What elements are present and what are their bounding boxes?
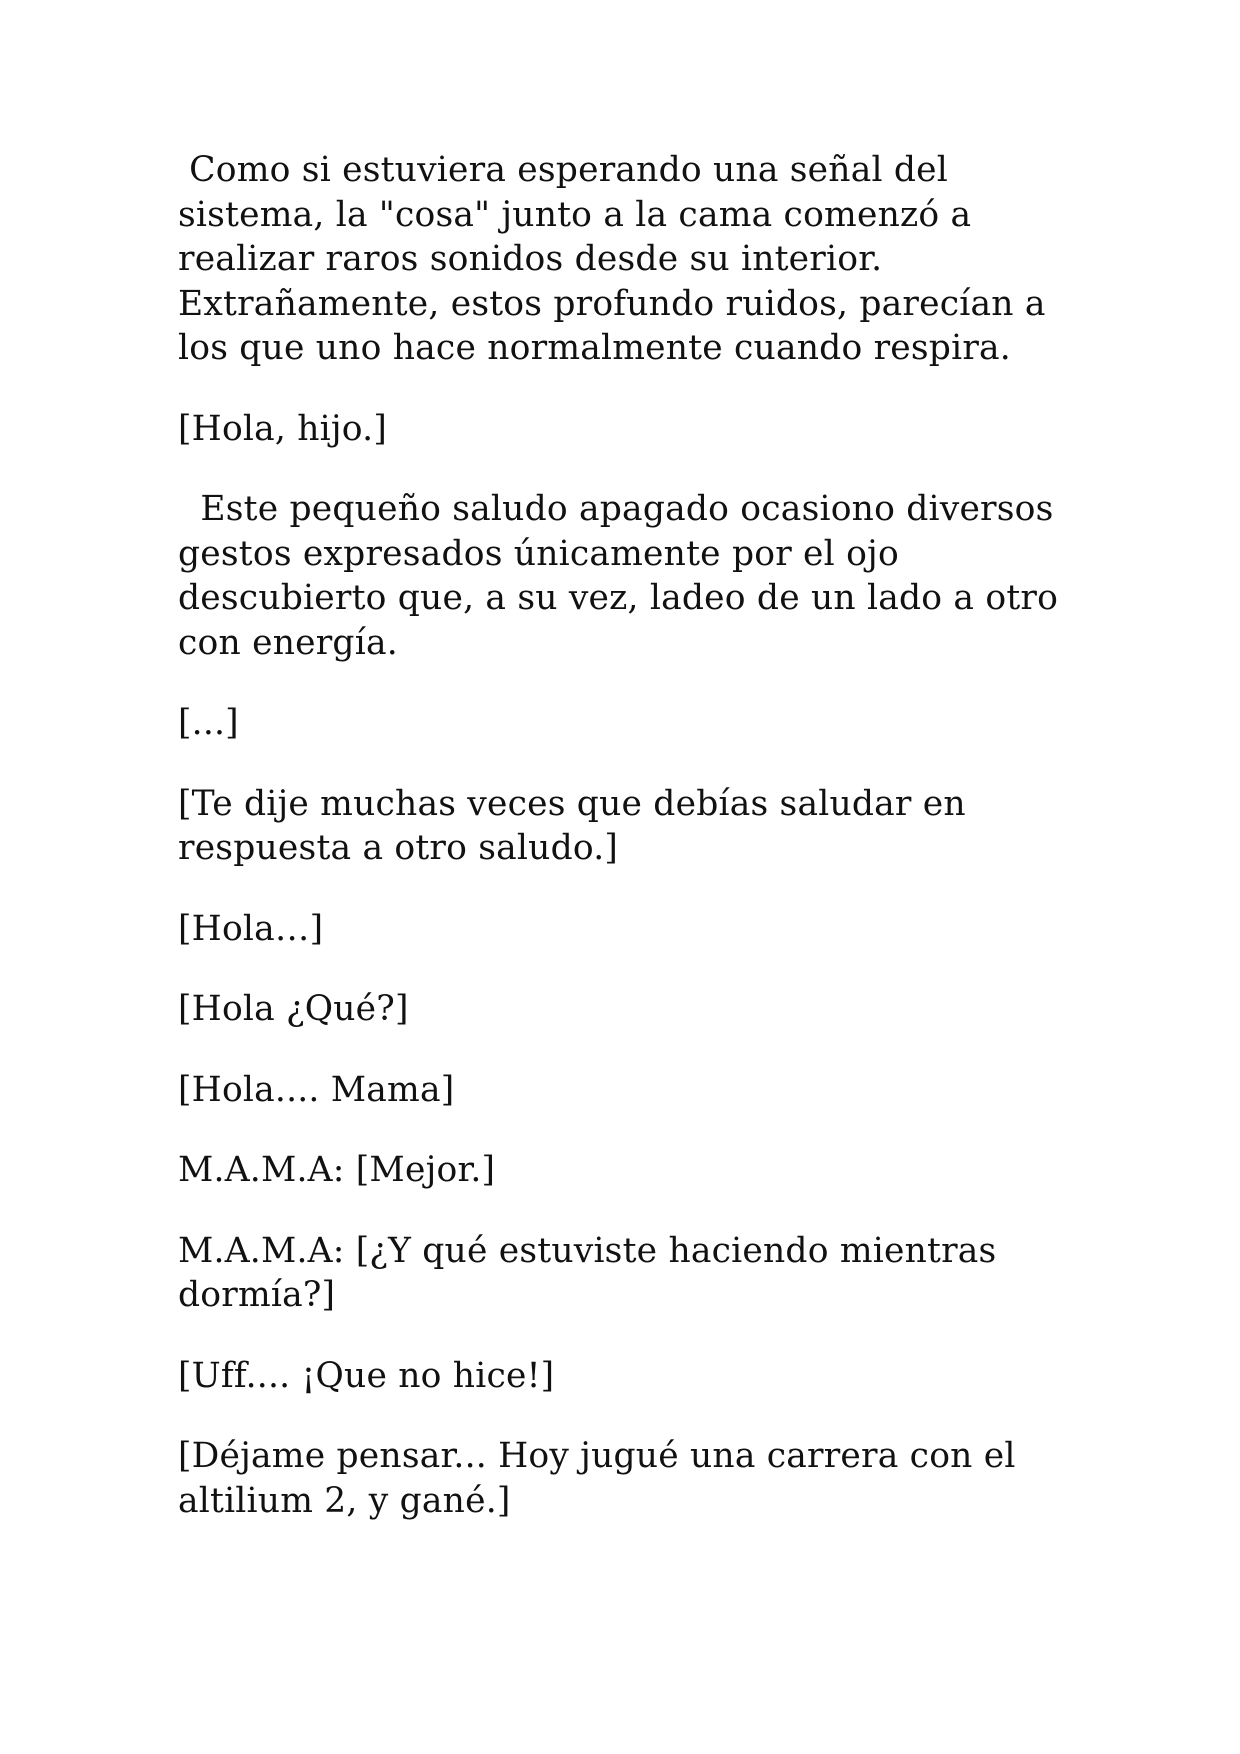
dialogue-line-mama: M.A.M.A: [Mejor.] xyxy=(178,1150,496,1190)
dialogue-line-mama: M.A.M.A: [¿Y qué estuviste haciendo mientras dormía?] xyxy=(178,1230,1008,1315)
dialogue-line: [Hola.... Mama] xyxy=(178,1069,455,1110)
paragraph-narration-greeting: Este pequeño saludo apagado ocasiono diversos gestos expresados únicamente por el ojo descubierto que, a su vez, ladeo de un lado a otro con energía. xyxy=(178,489,1070,663)
dialogue-line: [Hola, hijo.] xyxy=(178,408,387,449)
dialogue-line: [...] xyxy=(178,703,239,743)
dialogue-line: [Hola ¿Qué?] xyxy=(178,989,409,1029)
text-body xyxy=(178,148,1078,1559)
dialogue-line: [Hola…] xyxy=(178,908,324,949)
dialogue-line: [Te dije muchas veces que debías saludar en respuesta a otro saludo.] xyxy=(178,783,978,868)
paragraph-narration-intro: Como si estuviera esperando una señal del sistema, la "cosa" junto a la cama comenzó a realizar raros sonidos desde su interior. Extrañamente, estos profundo ruidos, parecían a los que uno hace normalmente cuando respira. xyxy=(178,150,1057,368)
dialogue-line: [Déjame pensar... Hoy jugué una carrera con el altilium 2, y gané.] xyxy=(178,1436,1027,1521)
dialogue-line: [Uff.... ¡Que no hice!] xyxy=(178,1355,555,1396)
